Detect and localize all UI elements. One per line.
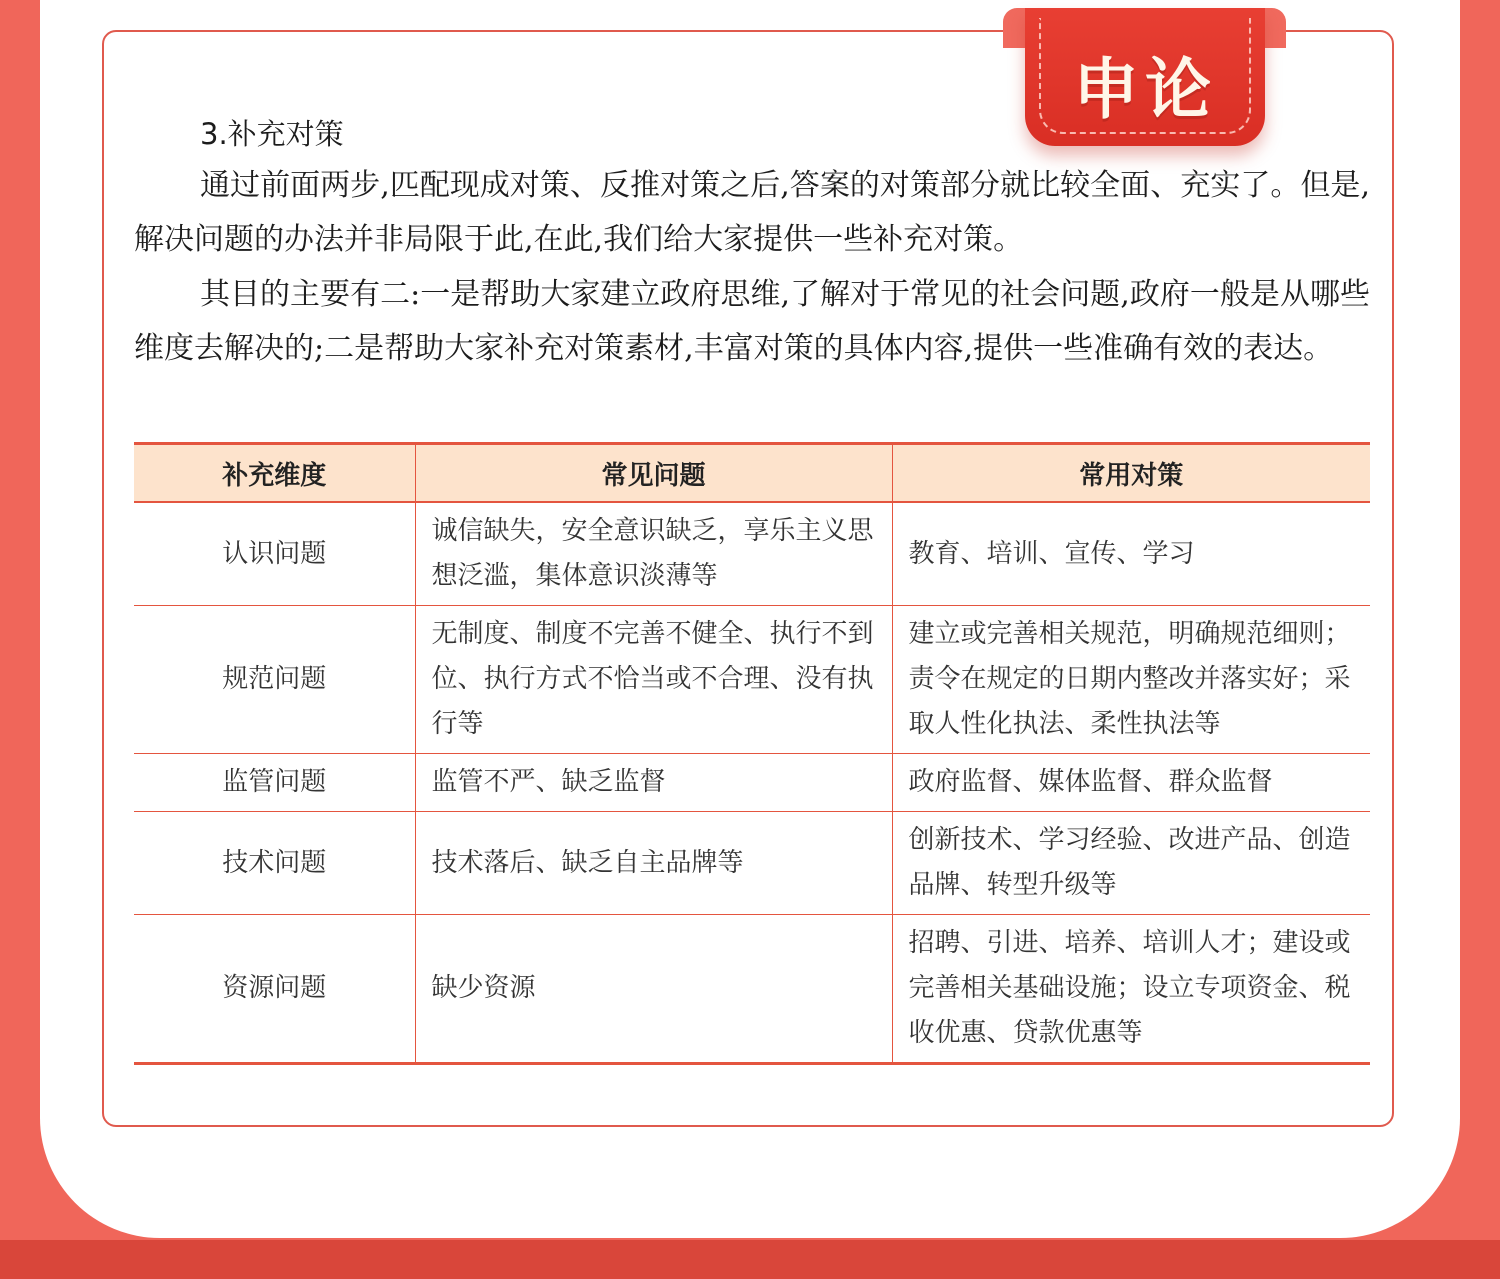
table-row [134, 606, 1370, 754]
header-problems: 常见问题 [415, 444, 892, 503]
dimension-cell: 认识问题 [134, 502, 415, 606]
problem-cell: 监管不严、缺乏监督 [415, 754, 892, 812]
countermeasure-cell: 创新技术、学习经验、改进产品、创造品牌、转型升级等 [892, 812, 1370, 915]
header-countermeasures: 常用对策 [892, 444, 1370, 503]
problem-cell: 技术落后、缺乏自主品牌等 [415, 812, 892, 915]
dimension-cell: 资源问题 [134, 915, 415, 1064]
table-row [134, 812, 1370, 915]
tag-ribbon [1025, 8, 1265, 146]
category-tag [1003, 8, 1286, 148]
paragraph-purpose: 其目的主要有二:一是帮助大家建立政府思维,了解对于常见的社会问题,政府一般是从哪些维度去解决的;二是帮助大家补充对策素材,丰富对策的具体内容,提供一些准确有效的表达。 [134, 277, 1370, 366]
table-row [134, 502, 1370, 606]
countermeasure-cell: 建立或完善相关规范，明确规范细则；责令在规定的日期内整改并落实好；采取人性化执法、柔性执法等 [892, 606, 1370, 754]
problem-cell: 无制度、制度不完善不健全、执行不到位、执行方式不恰当或不合理、没有执行等 [415, 606, 892, 754]
countermeasure-cell: 教育、培训、宣传、学习 [892, 502, 1370, 606]
problem-cell: 诚信缺失，安全意识缺乏，享乐主义思想泛滥，集体意识淡薄等 [415, 502, 892, 606]
dimension-cell: 规范问题 [134, 606, 415, 754]
paragraph-intro: 通过前面两步,匹配现成对策、反推对策之后,答案的对策部分就比较全面、充实了。但是,解决问题的办法并非局限于此,在此,我们给大家提供一些补充对策。 [134, 168, 1370, 257]
tag-label: 申论 [1073, 51, 1217, 128]
table-row [134, 754, 1370, 812]
section-heading: 3.补充对策 [200, 117, 344, 151]
problem-cell: 缺少资源 [415, 915, 892, 1064]
dimension-cell: 监管问题 [134, 754, 415, 812]
countermeasure-cell: 政府监督、媒体监督、群众监督 [892, 754, 1370, 812]
bottom-band [0, 1240, 1500, 1279]
countermeasure-cell: 招聘、引进、培养、培训人才；建设或完善相关基础设施；设立专项资金、税收优惠、贷款优惠等 [892, 915, 1370, 1064]
header-dimension: 补充维度 [134, 444, 415, 503]
table-row [134, 915, 1370, 1064]
strategy-table [134, 442, 1370, 1065]
table-header-row [134, 444, 1370, 503]
dimension-cell: 技术问题 [134, 812, 415, 915]
